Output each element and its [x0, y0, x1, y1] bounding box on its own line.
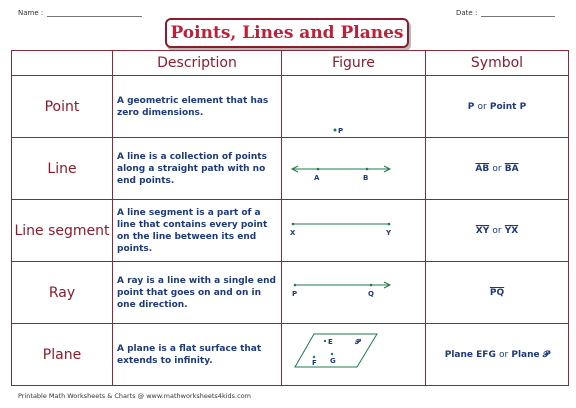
- header-figure: Figure: [282, 51, 426, 76]
- ray-figure: [282, 262, 426, 324]
- symbol-plane-b: Plane 𝓟: [511, 349, 550, 360]
- description-line: A line is a collection of points along a straight path with no end points.: [113, 138, 282, 200]
- table-row: [12, 262, 569, 324]
- figure-point: [282, 76, 426, 138]
- point-g-dot: [331, 353, 333, 355]
- symbol-line-b: $\overline{BA}$: [504, 163, 519, 174]
- ray-label-p: P: [292, 290, 298, 298]
- name-label: Name :: [18, 9, 44, 17]
- term-ray: Ray: [12, 262, 113, 324]
- point-y-dot: [388, 223, 391, 226]
- table-row: [12, 76, 569, 138]
- term-line-segment: Line segment: [12, 200, 113, 262]
- description-point: A geometric element that has zero dimensions.: [113, 76, 282, 138]
- date-label: Date :: [456, 9, 478, 17]
- line-label-a: A: [314, 174, 320, 182]
- description-plane: A plane is a flat surface that extends to infinity.: [113, 324, 282, 386]
- segment-figure: [282, 200, 426, 262]
- symbol-ray-a: $\overline{PQ}$: [489, 287, 505, 298]
- point-figure: [282, 76, 426, 138]
- name-line[interactable]: [47, 8, 142, 17]
- point-x-dot: [292, 223, 295, 226]
- line-label-b: B: [363, 174, 369, 182]
- page-title: Points, Lines and Planes: [165, 18, 409, 48]
- date-line[interactable]: [481, 8, 555, 17]
- plane-label-e: E: [328, 338, 333, 346]
- symbol-line-segment: [426, 200, 569, 262]
- point-a-dot: [317, 168, 320, 171]
- point-p-dot: [294, 284, 297, 287]
- segment-label-x: X: [290, 229, 296, 237]
- table-row: [12, 324, 569, 386]
- symbol-line: [426, 138, 569, 200]
- symbol-point-a: P: [467, 101, 475, 112]
- plane-label-script-p: 𝓟: [355, 338, 361, 346]
- term-line: Line: [12, 138, 113, 200]
- header-symbol: Symbol: [426, 51, 569, 76]
- segment-label-y: Y: [386, 229, 392, 237]
- table-row: [12, 138, 569, 200]
- point-f-dot: [313, 356, 315, 358]
- symbol-point-or: or: [477, 101, 487, 112]
- figure-plane: [282, 324, 426, 386]
- figure-line-segment: [282, 200, 426, 262]
- symbol-segment-b: $\overline{YX}$: [504, 225, 519, 236]
- symbol-plane-a: Plane EFG: [444, 349, 496, 360]
- symbol-line-or: or: [492, 163, 502, 174]
- symbol-ray: [426, 262, 569, 324]
- symbol-plane-or: or: [498, 349, 509, 360]
- figure-line: [282, 138, 426, 200]
- point-b-dot: [366, 168, 369, 171]
- symbol-point: [426, 76, 569, 138]
- header-description: Description: [113, 51, 282, 76]
- point-q-dot: [370, 284, 373, 287]
- symbol-segment-or: or: [492, 225, 502, 236]
- header-row: [12, 51, 569, 76]
- description-line-segment: A line segment is a part of a line that contains every point on the line between its end points.: [113, 200, 282, 262]
- plane-figure: [282, 324, 426, 386]
- date-field: [456, 8, 555, 17]
- name-field: [18, 8, 142, 17]
- point-label-p: P: [338, 127, 344, 135]
- description-ray: A ray is a line with a single end point that goes on and on in one direction.: [113, 262, 282, 324]
- ray-label-q: Q: [368, 290, 374, 298]
- symbol-plane: [426, 324, 569, 386]
- figure-ray: [282, 262, 426, 324]
- plane-label-g: G: [330, 357, 336, 365]
- footer-credit: Printable Math Worksheets & Charts @ www.mathworksheets4kids.com: [18, 392, 251, 400]
- point-dot: [334, 129, 337, 132]
- table-row: [12, 200, 569, 262]
- point-e-dot: [324, 340, 326, 342]
- plane-parallelogram: [295, 334, 377, 367]
- line-figure: [282, 138, 426, 200]
- plane-label-f: F: [312, 359, 317, 367]
- symbol-point-b: Point P: [489, 101, 527, 112]
- header-blank: [12, 51, 113, 76]
- symbol-line-a: $\overline{AB}$: [475, 163, 490, 174]
- term-plane: Plane: [12, 324, 113, 386]
- term-point: Point: [12, 76, 113, 138]
- symbol-segment-a: $\overline{XY}$: [475, 225, 490, 236]
- definitions-table: [11, 50, 569, 386]
